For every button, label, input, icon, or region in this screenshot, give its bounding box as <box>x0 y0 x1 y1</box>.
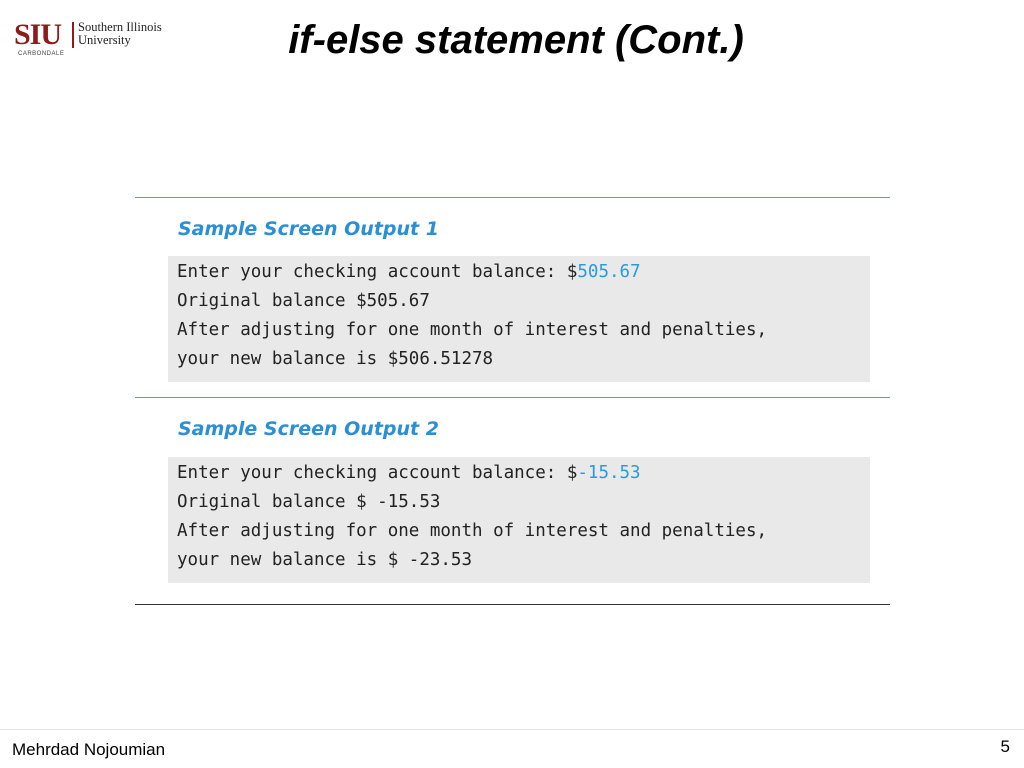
sample-1-line-3: After adjusting for one month of interest and penalties, <box>177 320 768 340</box>
sample-2-output-box <box>168 457 870 583</box>
sample-1-line-2: Original balance $505.67 <box>177 291 430 311</box>
sample-2-line-4: your new balance is $ -23.53 <box>177 550 473 570</box>
logo-name-line2: University <box>78 33 131 47</box>
divider-middle <box>135 397 890 398</box>
sample-1-heading: Sample Screen Output 1 <box>178 218 439 240</box>
page-number: 5 <box>1000 737 1010 756</box>
divider-bottom <box>135 604 890 605</box>
logo-abbreviation: SIU <box>14 18 62 51</box>
sample-1-prompt: Enter your checking account balance: $ <box>177 262 578 282</box>
sample-2-user-input: -15.53 <box>577 463 641 483</box>
sample-1-line-4: your new balance is $506.51278 <box>177 349 494 369</box>
footer-divider <box>0 729 1024 730</box>
logo-campus: CARBONDALE <box>18 51 65 57</box>
sample-2-heading: Sample Screen Output 2 <box>178 418 439 440</box>
sample-1-line-1 <box>177 258 870 287</box>
logo-name-line1: Southern Illinois <box>78 20 162 34</box>
sample-2-line-3: After adjusting for one month of interest and penalties, <box>177 521 768 541</box>
footer-author: Mehrdad Nojoumian <box>12 740 166 759</box>
sample-2-prompt: Enter your checking account balance: $ <box>177 463 578 483</box>
divider-top <box>135 197 890 198</box>
slide-title: if-else statement (Cont.) <box>288 18 744 62</box>
sample-1-user-input: 505.67 <box>577 262 641 282</box>
sample-1-output-box <box>168 256 870 382</box>
sample-2-line-1 <box>177 459 870 488</box>
sample-2-line-2: Original balance $ -15.53 <box>177 492 441 512</box>
